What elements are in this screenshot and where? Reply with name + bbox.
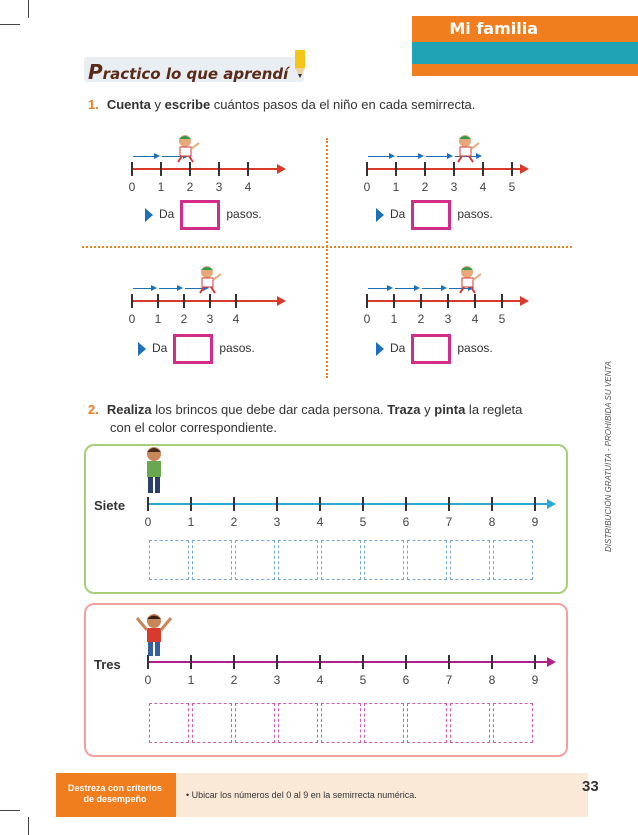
tick-mark [319, 497, 321, 511]
tick-label: 5 [508, 180, 516, 194]
arrow-icon [376, 342, 384, 356]
tick-mark [474, 294, 476, 308]
jump-arrow-icon [395, 288, 414, 289]
answer-da: Da [159, 207, 175, 222]
banner-title [88, 60, 288, 84]
tick-mark [405, 655, 407, 669]
crop-mark [0, 24, 20, 25]
panel-label-tres: Tres [94, 657, 121, 672]
tick-label: 9 [531, 515, 539, 529]
q1-verb-2: escribe [164, 97, 211, 112]
footer-bar [56, 773, 588, 817]
crop-mark [28, 817, 29, 835]
tick-label: 1 [187, 515, 195, 529]
tick-label: 3 [450, 180, 458, 194]
tick-mark [160, 162, 162, 176]
answer-da: Da [390, 207, 406, 222]
tick-mark [501, 294, 503, 308]
boy-figure-icon [140, 446, 168, 496]
tick-label: 3 [206, 312, 214, 326]
line-arrowhead-icon [520, 296, 529, 306]
banner-initial: P [88, 60, 103, 84]
jump-arrow-icon [422, 288, 441, 289]
semirrecta-line [147, 661, 549, 663]
tick-label: 4 [244, 180, 252, 194]
tick-mark [491, 655, 493, 669]
tick-label: 4 [316, 673, 324, 687]
tick-label: 0 [128, 312, 136, 326]
tick-label: 3 [215, 180, 223, 194]
regleta-cell-siete[interactable] [278, 540, 318, 580]
tick-mark [534, 655, 536, 669]
semirrecta-line [131, 300, 279, 302]
jump-arrow-icon [133, 288, 151, 289]
crop-mark [28, 0, 29, 18]
arrow-icon [145, 208, 153, 222]
tick-mark [420, 294, 422, 308]
tick-label: 0 [144, 515, 152, 529]
q2-verb-3: pinta [434, 402, 466, 417]
regleta-cell-siete[interactable] [321, 540, 361, 580]
tick-mark [276, 655, 278, 669]
tick-mark [218, 162, 220, 176]
jump-arrow-icon [397, 156, 418, 157]
tick-label: 3 [444, 312, 452, 326]
answer-box[interactable] [411, 334, 451, 364]
tick-label: 3 [273, 673, 281, 687]
answer-row-2 [376, 200, 493, 230]
q2-text-c: la regleta [465, 402, 523, 417]
q2-text-b: y [420, 402, 435, 417]
tick-label: 7 [445, 673, 453, 687]
tick-label: 4 [479, 180, 487, 194]
tick-label: 4 [316, 515, 324, 529]
page-number: 33 [582, 778, 599, 795]
tick-label: 1 [157, 180, 165, 194]
footer-skill [176, 773, 588, 817]
q2-text-line2: con el color correspondiente. [110, 420, 277, 435]
tick-label: 5 [498, 312, 506, 326]
tick-label: 1 [187, 673, 195, 687]
tick-mark [482, 162, 484, 176]
regleta-cell-siete[interactable] [493, 540, 533, 580]
tick-mark [447, 294, 449, 308]
tick-label: 8 [488, 515, 496, 529]
answer-pasos: pasos. [226, 207, 262, 222]
tick-mark [366, 294, 368, 308]
tick-mark [190, 497, 192, 511]
q1-text-a: y [150, 97, 165, 112]
regleta-cell-siete[interactable] [192, 540, 232, 580]
answer-box[interactable] [411, 200, 451, 230]
tick-mark [209, 294, 211, 308]
answer-da: Da [390, 341, 406, 356]
tick-label: 3 [273, 515, 281, 529]
tick-mark [424, 162, 426, 176]
jumping-kid-icon [456, 264, 482, 294]
arrow-icon [138, 342, 146, 356]
section-tab [412, 16, 638, 76]
regleta-cell-tres[interactable] [450, 703, 490, 743]
tick-label: 7 [445, 515, 453, 529]
arrow-icon [376, 208, 384, 222]
tick-mark [131, 162, 133, 176]
tick-label: 2 [417, 312, 425, 326]
tick-label: 1 [154, 312, 162, 326]
regleta-cell-tres[interactable] [192, 703, 232, 743]
jumping-kid-icon [174, 133, 200, 163]
tick-label: 2 [421, 180, 429, 194]
footer-criteria [56, 773, 174, 817]
tick-mark [131, 294, 133, 308]
regleta-cell-siete[interactable] [235, 540, 275, 580]
regleta-cell-siete[interactable] [407, 540, 447, 580]
answer-pasos: pasos. [457, 341, 493, 356]
regleta-cell-siete[interactable] [364, 540, 404, 580]
tick-mark [189, 162, 191, 176]
q1-text-b: cuántos pasos da el niño en cada semirrecta. [210, 97, 476, 112]
tick-label: 2 [186, 180, 194, 194]
tick-mark [147, 655, 149, 669]
question-1 [88, 96, 475, 114]
answer-box[interactable] [173, 334, 213, 364]
line-arrowhead-icon [547, 499, 556, 509]
tick-label: 8 [488, 673, 496, 687]
q2-text-a: los brincos que debe dar cada persona. [151, 402, 388, 417]
tick-label: 9 [531, 673, 539, 687]
tick-label: 1 [390, 312, 398, 326]
tick-label: 0 [128, 180, 136, 194]
tick-label: 6 [402, 515, 410, 529]
regleta-cell-siete[interactable] [450, 540, 490, 580]
tick-label: 4 [471, 312, 479, 326]
jumping-kid-icon [196, 264, 222, 294]
tick-label: 2 [230, 515, 238, 529]
tick-label: 2 [230, 673, 238, 687]
jump-arrow-icon [368, 156, 389, 157]
semirrecta-line [366, 300, 522, 302]
tick-mark [366, 162, 368, 176]
jumping-kid-icon [454, 133, 480, 163]
jump-arrow-icon [368, 288, 387, 289]
tick-mark [393, 294, 395, 308]
tick-mark [448, 655, 450, 669]
regleta-cell-tres[interactable] [278, 703, 318, 743]
answer-box[interactable] [180, 200, 220, 230]
banner-rest: ractico lo que aprendí [102, 65, 289, 83]
tick-mark [319, 655, 321, 669]
q1-verb-1: Cuenta [106, 97, 151, 112]
tick-label: 5 [359, 673, 367, 687]
jump-arrow-icon [159, 288, 177, 289]
regleta-cell-tres[interactable] [364, 703, 404, 743]
tick-mark [157, 294, 159, 308]
regleta-cell-tres[interactable] [235, 703, 275, 743]
tick-label: 0 [363, 312, 371, 326]
tick-mark [276, 497, 278, 511]
tick-mark [491, 497, 493, 511]
tick-mark [362, 655, 364, 669]
tick-mark [448, 497, 450, 511]
footer-skill-text: • Ubicar los números del 0 al 9 en la semirrecta numérica. [186, 790, 417, 800]
answer-row-3 [138, 334, 255, 364]
semirrecta-line [366, 168, 522, 170]
semirrecta-line [131, 168, 279, 170]
divider-vertical [326, 138, 328, 378]
tick-mark [233, 655, 235, 669]
tick-mark [362, 497, 364, 511]
tick-mark [395, 162, 397, 176]
question-2-number: 2. [88, 402, 99, 417]
jump-arrow-icon [133, 156, 154, 157]
distribution-note: DISTRIBUCIÓN GRATUITA - PROHIBIDA SU VENTA [604, 361, 613, 552]
line-arrowhead-icon [277, 164, 286, 174]
tick-mark [405, 497, 407, 511]
regleta-cell-tres[interactable] [407, 703, 447, 743]
answer-row-1 [145, 200, 262, 230]
tick-label: 2 [180, 312, 188, 326]
line-arrowhead-icon [547, 657, 556, 667]
answer-row-4 [376, 334, 493, 364]
tick-mark [235, 294, 237, 308]
tick-mark [453, 162, 455, 176]
tick-label: 0 [363, 180, 371, 194]
answer-pasos: pasos. [219, 341, 255, 356]
section-title: Mi familia [449, 19, 538, 38]
tick-label: 4 [232, 312, 240, 326]
tick-label: 6 [402, 673, 410, 687]
jump-arrow-icon [426, 156, 447, 157]
section-band [412, 42, 638, 64]
tick-mark [183, 294, 185, 308]
crop-mark [0, 810, 20, 811]
tick-mark [147, 497, 149, 511]
panel-label-siete: Siete [94, 498, 126, 513]
tick-label: 1 [392, 180, 400, 194]
footer-criteria-line2: de desempeño [83, 794, 147, 804]
regleta-cell-tres[interactable] [321, 703, 361, 743]
regleta-cell-tres[interactable] [493, 703, 533, 743]
line-arrowhead-icon [520, 164, 529, 174]
activity-banner [84, 57, 304, 82]
line-arrowhead-icon [277, 296, 286, 306]
q2-verb-1: Realiza [106, 402, 152, 417]
boy-waving-icon [134, 612, 174, 658]
tick-mark [233, 497, 235, 511]
tick-mark [190, 655, 192, 669]
tick-mark [534, 497, 536, 511]
tick-mark [511, 162, 513, 176]
tick-mark [247, 162, 249, 176]
question-1-number: 1. [88, 97, 99, 112]
answer-pasos: pasos. [457, 207, 493, 222]
regleta-cell-tres[interactable] [149, 703, 189, 743]
tick-label: 5 [359, 515, 367, 529]
semirrecta-line [147, 503, 549, 505]
footer-criteria-line1: Destreza con criterios [67, 783, 163, 793]
tick-label: 0 [144, 673, 152, 687]
regleta-cell-siete[interactable] [149, 540, 189, 580]
q2-verb-2: Traza [387, 402, 421, 417]
answer-da: Da [152, 341, 168, 356]
pencil-icon [293, 50, 307, 78]
question-2 [88, 401, 522, 437]
